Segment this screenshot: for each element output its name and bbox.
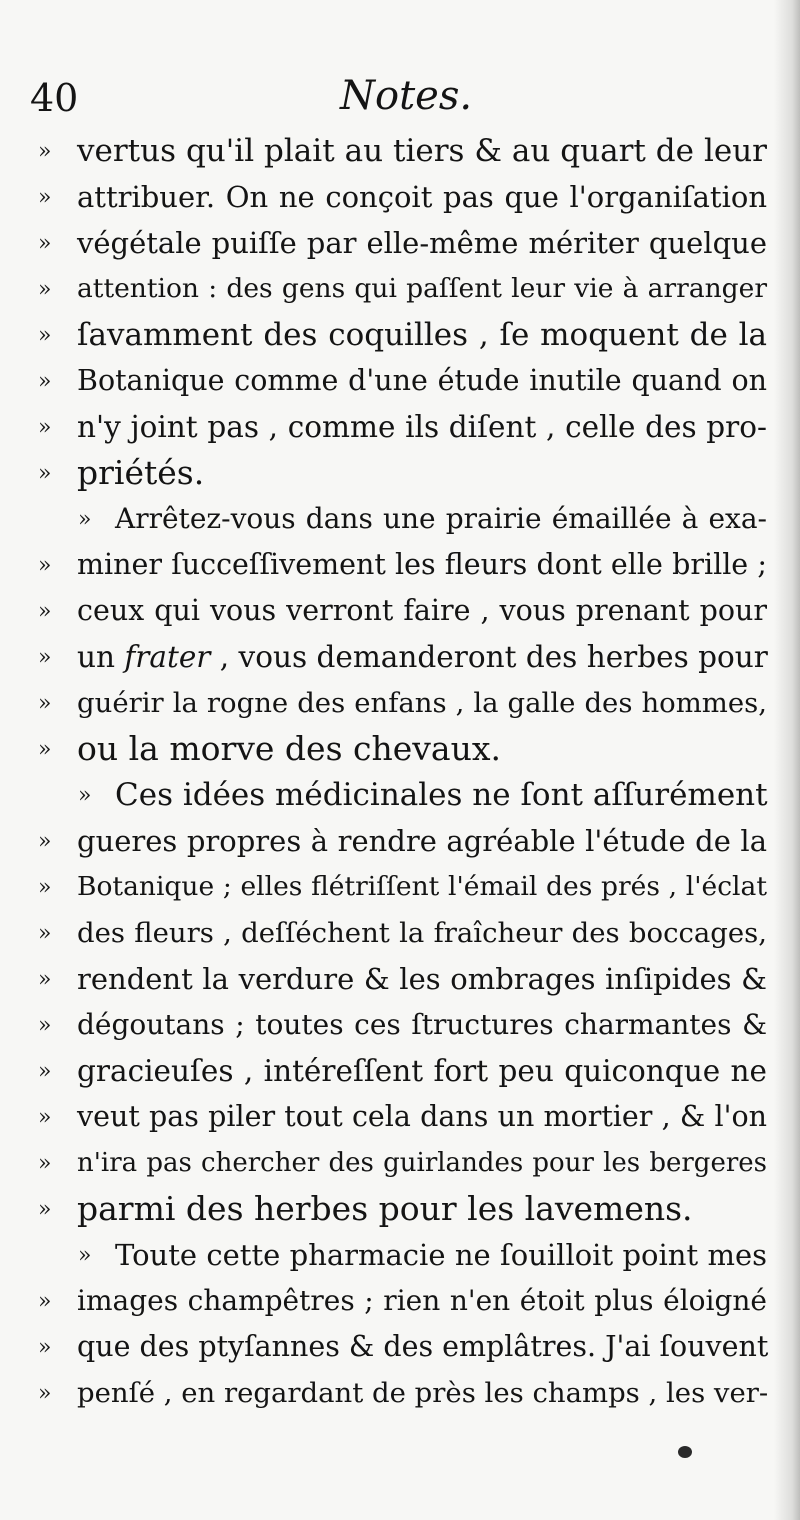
line-text: rendent la verdure & les ombrages inſipides & [77, 962, 767, 996]
line-text: penſé , en regardant de près les champs , les ver- [77, 1377, 769, 1409]
paragraph-first-line [0, 495, 800, 541]
text-line [0, 725, 800, 771]
line-text: guérir la rogne des enfans , la galle des hommes, [77, 687, 767, 719]
text-line [0, 127, 800, 173]
page-number: 40 [30, 76, 79, 120]
quote-mark: » [38, 1151, 49, 1176]
line-text: Ces idées médicinales ne ſont aſſurément [115, 777, 768, 813]
quote-mark: » [38, 323, 49, 348]
text-line [0, 1369, 800, 1415]
text-line [0, 679, 800, 725]
line-text: que des ptyſannes & des emplâtres. J'ai ſouvent [77, 1330, 769, 1363]
quote-mark: » [78, 1243, 89, 1268]
quote-mark: » [38, 1197, 49, 1222]
line-text: ceux qui vous verront faire , vous prenant pour [77, 594, 767, 627]
quote-mark: » [38, 1059, 49, 1084]
text-line [0, 265, 800, 311]
page-header [0, 70, 800, 130]
quote-mark: » [38, 967, 49, 992]
line-text: Arrêtez-vous dans une prairie émaillée à exa- [115, 502, 767, 535]
text-line [0, 633, 800, 679]
line-text: veut pas piler tout cela dans un mortier , & l'on [77, 1100, 767, 1133]
line-text: attention : des gens qui paſſent leur vie à arranger [77, 273, 767, 304]
ink-speck [678, 1446, 692, 1458]
line-text: un frater , vous demanderont des herbes pour [77, 640, 768, 674]
text-line [0, 1323, 800, 1369]
line-text: ſavamment des coquilles , ſe moquent de la [77, 317, 767, 353]
text-line [0, 955, 800, 1001]
line-text: gueres propres à rendre agréable l'étude de la [77, 824, 767, 858]
text-line [0, 909, 800, 955]
line-text: Toute cette pharmacie ne ſouilloit point mes [115, 1238, 767, 1272]
italic-word: frater [124, 640, 211, 674]
quote-mark: » [38, 875, 49, 900]
quote-mark: » [38, 231, 49, 256]
body-text [0, 127, 800, 1415]
line-text: végétale puiſſe par elle-même mériter quelque [77, 226, 767, 260]
quote-mark: » [38, 185, 49, 210]
line-text: des fleurs , deſſéchent la fraîcheur des boccages, [77, 917, 767, 949]
line-text: parmi des herbes pour les lavemens. [77, 1189, 693, 1228]
running-title: Notes. [340, 73, 473, 119]
line-text: n'ira pas chercher des guirlandes pour les bergeres [77, 1148, 767, 1178]
paragraph-first-line [0, 771, 800, 817]
quote-mark: » [38, 369, 49, 394]
line-text: dégoutans ; toutes ces ſtructures charmantes & [77, 1008, 767, 1041]
text-line [0, 173, 800, 219]
quote-mark: » [38, 1013, 49, 1038]
text-line [0, 1001, 800, 1047]
quote-mark: » [38, 1381, 49, 1406]
text-line [0, 541, 800, 587]
quote-mark: » [78, 507, 89, 532]
quote-mark: » [38, 1105, 49, 1130]
text-line [0, 219, 800, 265]
text-line [0, 1277, 800, 1323]
text-line [0, 403, 800, 449]
text-line [0, 311, 800, 357]
line-text: miner ſucceſſivement les fleurs dont elle brille ; [77, 548, 767, 581]
quote-mark: » [38, 599, 49, 624]
quote-mark: » [38, 415, 49, 440]
line-text: attribuer. On ne conçoit pas que l'organiſation [77, 180, 767, 214]
line-text: ou la morve des chevaux. [77, 729, 501, 768]
paragraph-first-line [0, 1231, 800, 1277]
line-text: Botanique comme d'une étude inutile quand on [77, 364, 767, 397]
quote-mark: » [38, 737, 49, 762]
quote-mark: » [38, 553, 49, 578]
line-text: images champêtres ; rien n'en étoit plus éloigné [77, 1284, 767, 1317]
line-text: gracieuſes , intéreſſent fort peu quiconque ne [77, 1054, 767, 1088]
line-text: n'y joint pas , comme ils diſent , celle des pro- [77, 410, 767, 444]
text-line [0, 1093, 800, 1139]
text-line [0, 1185, 800, 1231]
quote-mark: » [38, 829, 49, 854]
quote-mark: » [38, 1289, 49, 1314]
text-line [0, 817, 800, 863]
quote-mark: » [38, 645, 49, 670]
text-line [0, 1047, 800, 1093]
text-line [0, 449, 800, 495]
line-text: vertus qu'il plait au tiers & au quart de leur [77, 133, 767, 169]
text-line [0, 587, 800, 633]
line-text: Botanique ; elles flétriſſent l'émail des prés , l'éclat [77, 871, 767, 902]
line-text: priétés. [77, 453, 205, 492]
text-line [0, 357, 800, 403]
quote-mark: » [38, 461, 49, 486]
quote-mark: » [38, 1335, 49, 1360]
quote-mark: » [78, 783, 89, 808]
text-line [0, 863, 800, 909]
quote-mark: » [38, 921, 49, 946]
text-line [0, 1139, 800, 1185]
quote-mark: » [38, 691, 49, 716]
quote-mark: » [38, 139, 49, 164]
quote-mark: » [38, 277, 49, 302]
